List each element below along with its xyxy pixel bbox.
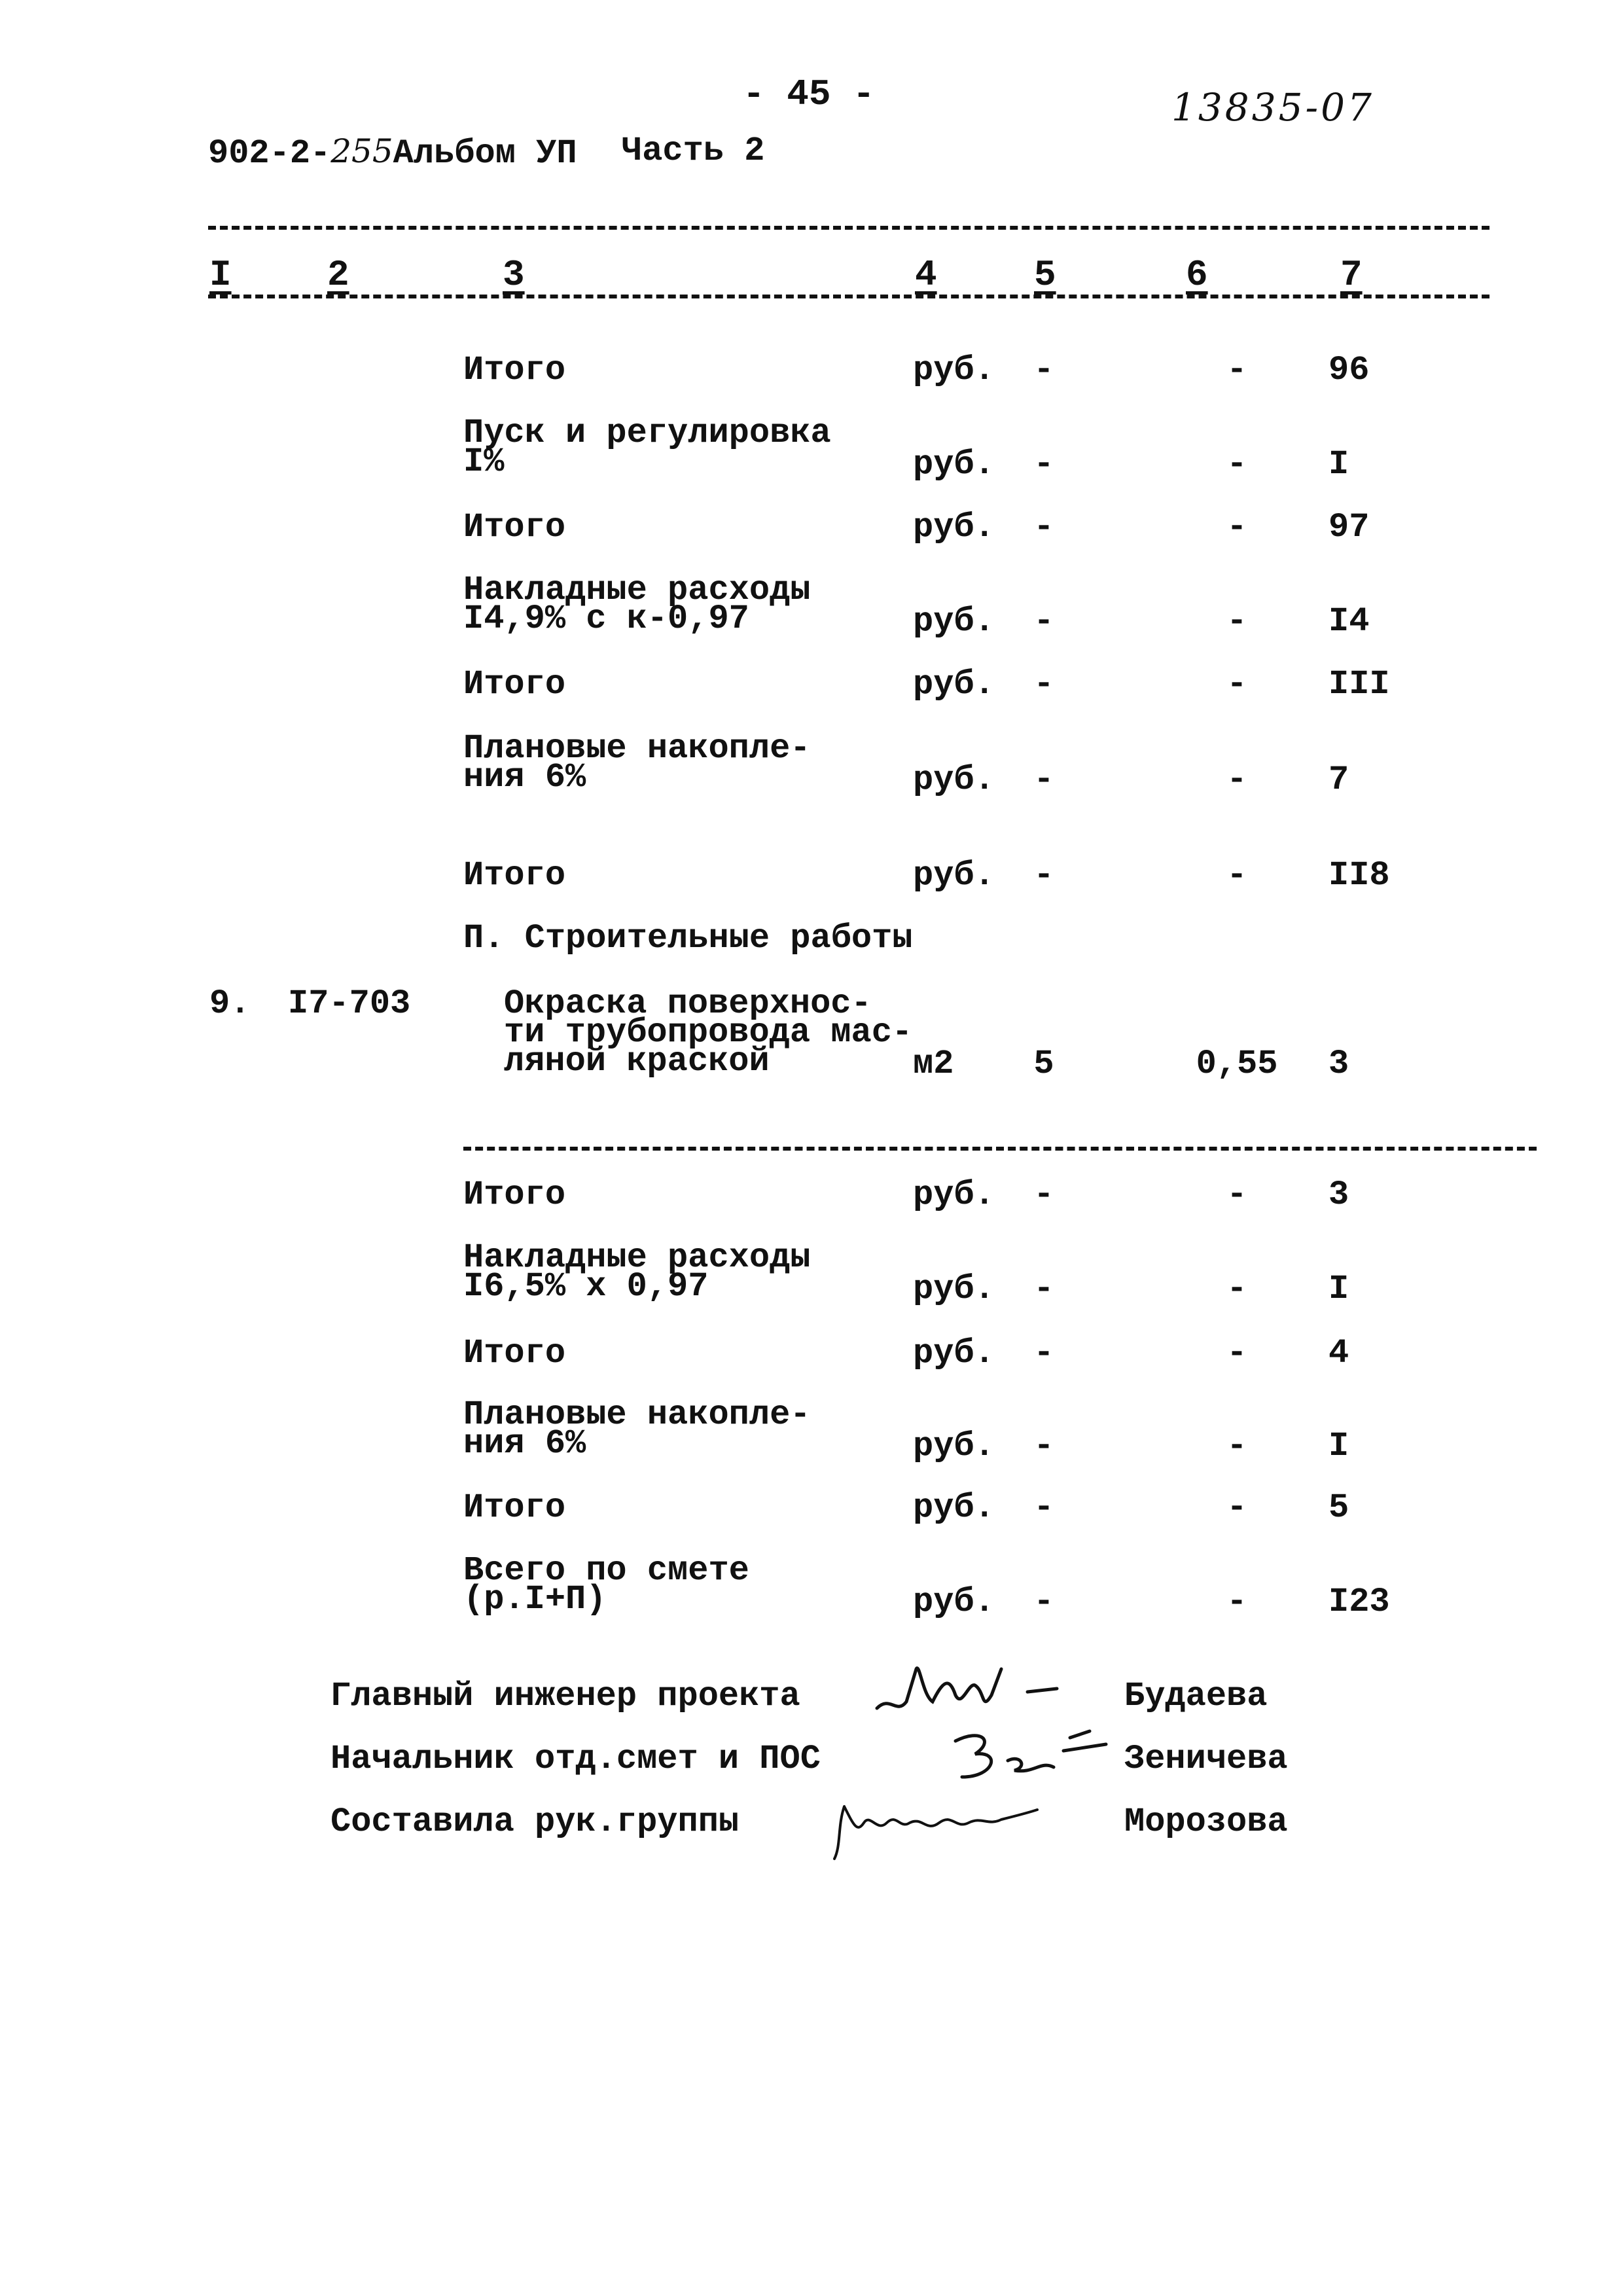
row-unit: руб. xyxy=(913,1334,995,1372)
column-header-5: 5 xyxy=(1034,254,1056,296)
row-col5: - xyxy=(1033,856,1054,895)
row-col6: - xyxy=(1226,445,1247,484)
row-description-line: Всего по смете xyxy=(463,1551,749,1590)
row-col7: 4 xyxy=(1329,1334,1349,1372)
row-unit: руб. xyxy=(913,665,995,704)
row-col7: I xyxy=(1329,445,1349,484)
row-col5: - xyxy=(1033,1488,1054,1527)
row-description-line: Накладные расходы xyxy=(463,571,811,609)
column-header-underline xyxy=(208,295,1489,298)
row-col6: - xyxy=(1226,1488,1247,1527)
row-description: Итого xyxy=(463,665,566,704)
row-col7: I4 xyxy=(1329,602,1370,641)
album: Альбом УП xyxy=(393,134,577,173)
row-description: Итого xyxy=(463,351,566,389)
signature-role: Составила рук.группы xyxy=(330,1803,740,1841)
column-header-2: 2 xyxy=(327,254,349,296)
row-col7: 96 xyxy=(1329,351,1370,389)
column-header-6: 6 xyxy=(1186,254,1208,296)
row-col6: 0,55 xyxy=(1196,1045,1278,1083)
row-col5: - xyxy=(1033,1175,1054,1214)
row-col6: - xyxy=(1226,351,1247,389)
row-unit: руб. xyxy=(913,1583,995,1621)
row-col6: - xyxy=(1226,665,1247,704)
row-col7: III xyxy=(1329,665,1390,704)
row-unit: руб. xyxy=(913,351,995,389)
row-description-line: ти трубопровода мас- xyxy=(504,1013,913,1052)
doc-code-handwritten: 255 xyxy=(330,132,393,170)
row-col5: - xyxy=(1033,1270,1054,1308)
row-unit: руб. xyxy=(913,1488,995,1527)
row-description-line: ния 6% xyxy=(463,1424,586,1463)
signature-role: Начальник отд.смет и ПОС xyxy=(330,1740,821,1778)
row-description: Итого xyxy=(463,508,566,547)
signature-name: Зеничева xyxy=(1124,1740,1288,1778)
row-description-line: Плановые накопле- xyxy=(463,1395,811,1434)
row-description: Итого xyxy=(463,856,566,895)
row-description-line: ляной краской xyxy=(504,1042,770,1081)
row-col5: - xyxy=(1033,602,1054,641)
row-description: Итого xyxy=(463,1334,566,1372)
header-rule xyxy=(208,226,1489,230)
row-col7: I xyxy=(1329,1427,1349,1465)
row-unit: руб. xyxy=(913,445,995,484)
row-col6: - xyxy=(1226,761,1247,799)
row-col5: 5 xyxy=(1033,1045,1054,1083)
signature-name: Будаева xyxy=(1124,1677,1268,1715)
row-description-line: Накладные расходы xyxy=(463,1238,811,1277)
row-col5: - xyxy=(1033,1334,1054,1372)
row-col5: - xyxy=(1033,351,1054,389)
row-description: Итого xyxy=(463,1488,566,1527)
row-unit: руб. xyxy=(913,508,995,547)
section-title: П. Строительные работы xyxy=(463,919,913,958)
item-number: 9. xyxy=(209,984,251,1023)
row-col6: - xyxy=(1226,1175,1247,1214)
row-description-line: (р.I+П) xyxy=(463,1580,607,1619)
row-col7: I xyxy=(1329,1270,1349,1308)
part: Часть 2 xyxy=(622,132,765,170)
row-col6: - xyxy=(1226,602,1247,641)
row-unit: руб. xyxy=(913,1427,995,1465)
signature-zenicheva-icon xyxy=(942,1721,1152,1793)
signature-role: Главный инженер проекта xyxy=(330,1677,800,1715)
row-unit: руб. xyxy=(913,856,995,895)
row-col7: 3 xyxy=(1329,1175,1349,1214)
doc-code: 902-2- xyxy=(208,134,331,173)
row-unit: руб. xyxy=(913,761,995,799)
signature-name: Морозова xyxy=(1124,1803,1288,1841)
row-unit: руб. xyxy=(913,1175,995,1214)
row-col5: - xyxy=(1033,665,1054,704)
row-col6: - xyxy=(1226,1334,1247,1372)
row-unit: руб. xyxy=(913,1270,995,1308)
column-header-3: 3 xyxy=(503,254,525,296)
row-description-line: ния 6% xyxy=(463,758,586,797)
column-header-4: 4 xyxy=(915,254,937,296)
column-header-1: I xyxy=(209,254,232,296)
row-col7: 7 xyxy=(1329,761,1349,799)
row-col5: - xyxy=(1033,1583,1054,1621)
row-unit: м2 xyxy=(913,1045,954,1083)
signature-morozova-icon xyxy=(825,1787,1060,1865)
section-rule xyxy=(463,1147,1537,1151)
signature-budaeva-icon xyxy=(870,1656,1080,1728)
row-unit: руб. xyxy=(913,602,995,641)
row-col7: II8 xyxy=(1329,856,1390,895)
row-col7: 97 xyxy=(1329,508,1370,547)
document-code xyxy=(208,134,577,171)
page-number: - 45 - xyxy=(743,73,875,115)
column-header-7: 7 xyxy=(1340,254,1363,296)
row-col5: - xyxy=(1033,508,1054,547)
row-description-line: I6,5% х 0,97 xyxy=(463,1267,709,1306)
row-col6: - xyxy=(1226,1427,1247,1465)
row-description-line: I% xyxy=(463,442,505,481)
row-col6: - xyxy=(1226,856,1247,895)
row-col5: - xyxy=(1033,1427,1054,1465)
item-code: I7-703 xyxy=(288,984,411,1023)
row-description-line: Окраска поверхнос- xyxy=(504,984,872,1023)
row-col5: - xyxy=(1033,445,1054,484)
row-description-line: Пуск и регулировка xyxy=(463,414,831,452)
row-description: Итого xyxy=(463,1175,566,1214)
row-col7: I23 xyxy=(1329,1583,1390,1621)
row-description-line: Плановые накопле- xyxy=(463,729,811,768)
row-col6: - xyxy=(1226,1270,1247,1308)
row-col7: 3 xyxy=(1329,1045,1349,1083)
archive-number: 13835-07 xyxy=(1171,85,1374,130)
row-description-line: I4,9% с к-0,97 xyxy=(463,600,749,638)
row-col6: - xyxy=(1226,508,1247,547)
row-col6: - xyxy=(1226,1583,1247,1621)
row-col7: 5 xyxy=(1329,1488,1349,1527)
row-col5: - xyxy=(1033,761,1054,799)
